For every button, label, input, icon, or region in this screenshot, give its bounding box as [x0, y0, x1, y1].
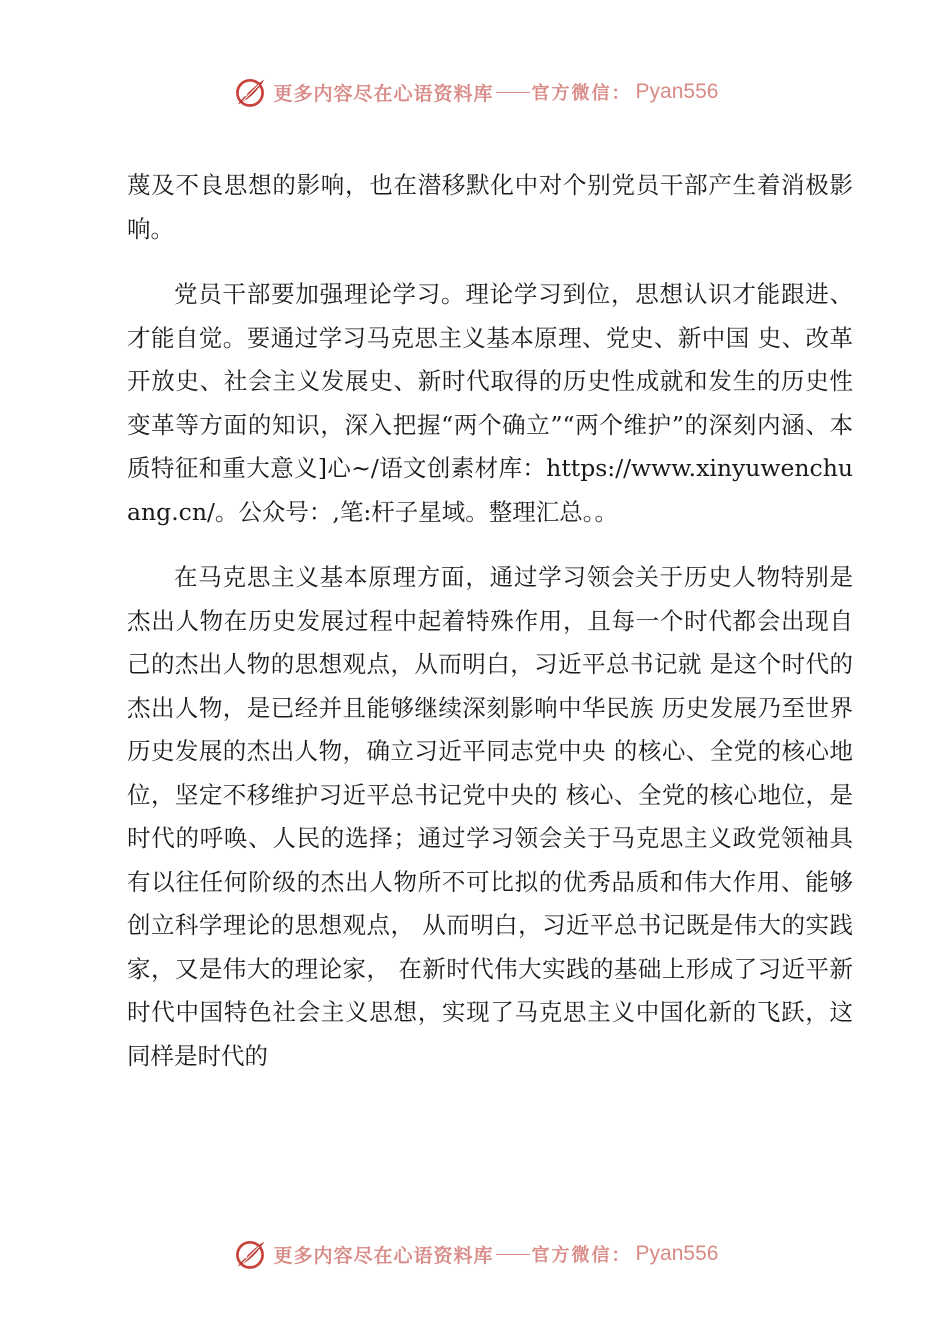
document-body — [127, 164, 853, 1100]
header-brand: 更多内容尽在心语资料库 — [273, 82, 494, 105]
footer-wechat-id: Pyan556 — [635, 1242, 719, 1265]
quill-logo-icon — [232, 1236, 268, 1272]
header-dash — [496, 92, 530, 93]
quill-logo-icon — [232, 74, 268, 110]
header-wechat-id: Pyan556 — [635, 80, 719, 103]
footer-brand: 更多内容尽在心语资料库 — [273, 1244, 494, 1267]
paragraph-3: 在马克思主义基本原理方面，通过学习领会关于历史人物特别是杰出人物在历史发展过程中起着特殊作用，且每一个时代都会出现自己的杰出人物的思想观点，从而明白，习近平总书记就 是这个时代的杰出人物，是已经并且能够继续深刻影响中华民族 历史发展乃至世界历史发展的杰出人物，确立习近平同志党中央 的核心、全党的核心地位，坚定不移维护习近平总书记党中央的 核心、全党的核心地位，是时代的呼唤、人民的选择；通过学习领会关于马克思主义政党领袖具有以往任何阶级的杰出人物所不可比拟的优秀品质和伟大作用、能够创立科学理论的思想观点， 从而明白，习近平总书记既是伟大的实践家，又是伟大的理论家， 在新时代伟大实践的基础上形成了习近平新时代中国特色社会主义思想，实现了马克思主义中国化新的飞跃，这同样是时代的 — [127, 563, 853, 1070]
header-wechat-label: 官方微信： — [531, 83, 632, 104]
paragraph-2: 党员干部要加强理论学习。理论学习到位，思想认识才能跟进、才能自觉。要通过学习马克思主义基本原理、党史、新中国 史、改革开放史、社会主义发展史、新时代取得的历史性成就和发生的历史性变革等方面的知识，深入把握“两个确立”“两个维护”的深刻内涵、本质特征和重大意义]心~/语文创素材库：https://www.xinyuwenchuang.cn/。公众号：,笔:杆子星域。整理汇总。。 — [127, 280, 853, 526]
footer-banner — [0, 1232, 950, 1276]
footer-wechat-label: 官方微信： — [531, 1245, 632, 1266]
footer-dash — [496, 1254, 530, 1255]
paragraph-1: 蔑及不良思想的影响，也在潜移默化中对个别党员干部产生着消极影响。 — [127, 171, 853, 243]
header-banner — [0, 70, 950, 114]
